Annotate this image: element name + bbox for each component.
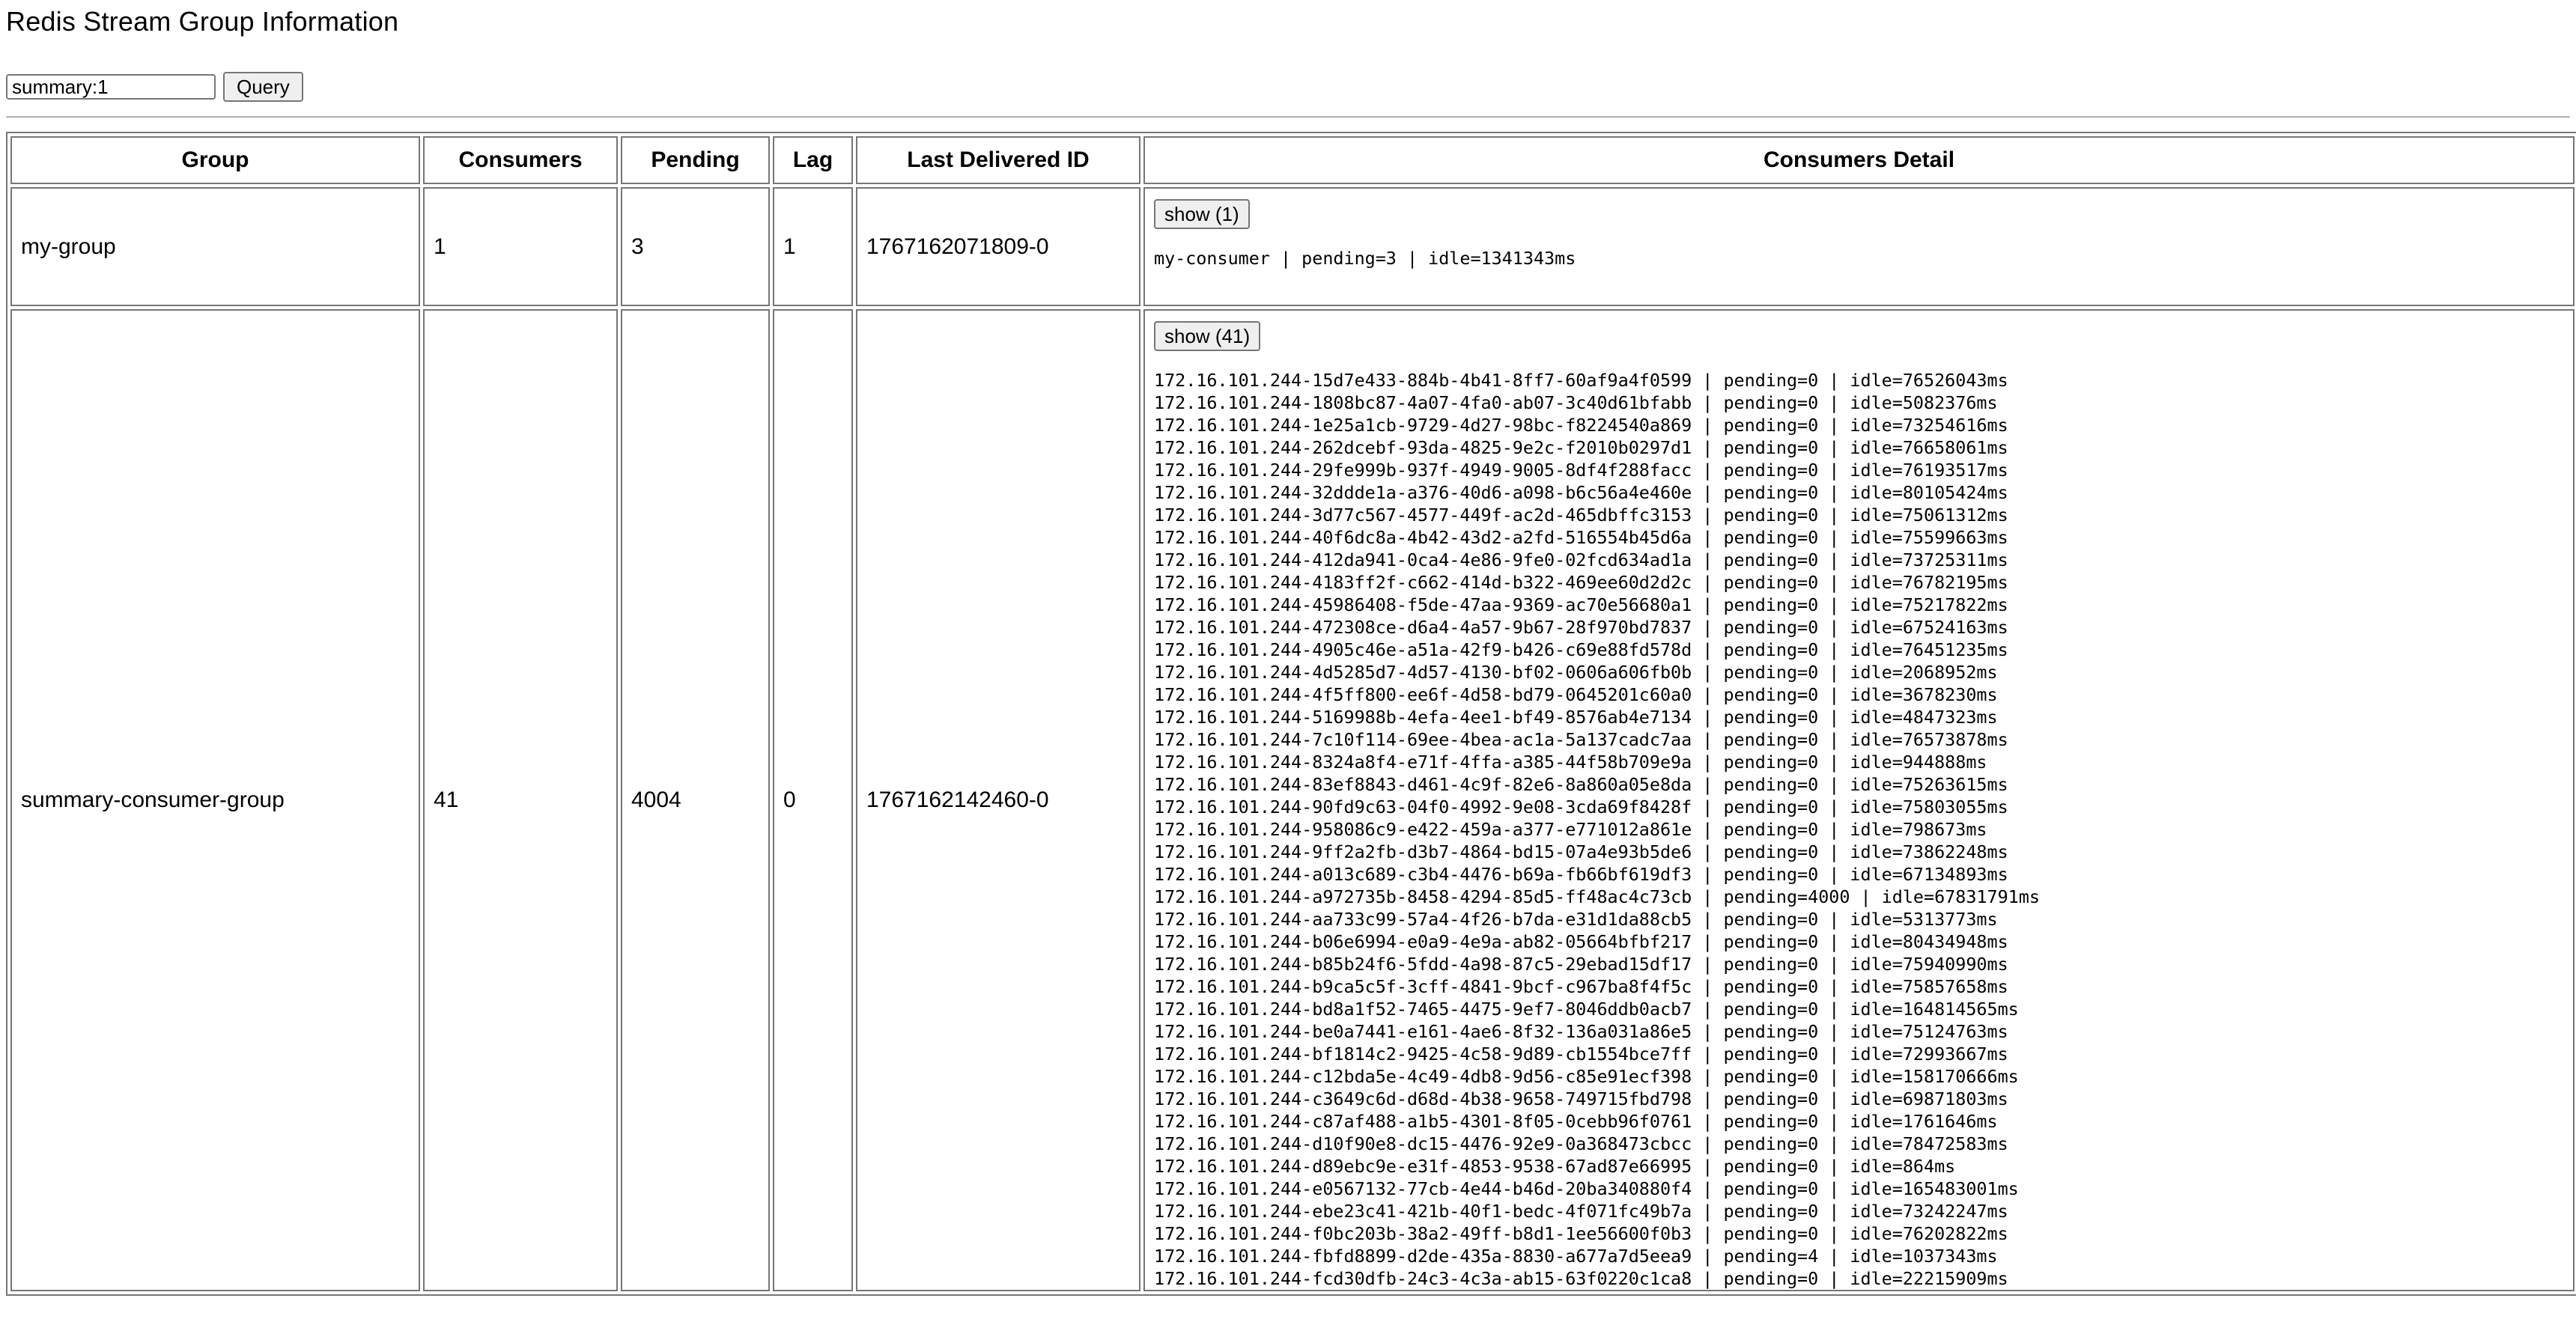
consumer-line: 172.16.101.244-c3649c6d-d68d-4b38-9658-749715fbd798 | pending=0 | idle=69871803ms	[1154, 1088, 2008, 1109]
page-title: Redis Stream Group Information	[6, 6, 399, 37]
consumers-count-cell: 1	[423, 187, 618, 306]
consumer-line: 172.16.101.244-45986408-f5de-47aa-9369-ac70e56680a1 | pending=0 | idle=75217822ms	[1154, 594, 2008, 615]
consumer-line: 172.16.101.244-bd8a1f52-7465-4475-9ef7-8046ddb0acb7 | pending=0 | idle=164814565ms	[1154, 999, 2019, 1020]
divider	[6, 116, 2570, 118]
consumer-line: 172.16.101.244-7c10f114-69ee-4bea-ac1a-5a137cadc7aa | pending=0 | idle=76573878ms	[1154, 729, 2008, 750]
consumer-line: my-consumer | pending=3 | idle=1341343ms	[1154, 248, 1576, 269]
consumer-line: 172.16.101.244-a972735b-8458-4294-85d5-ff48ac4c73cb | pending=4000 | idle=67831791ms	[1154, 886, 2040, 907]
consumer-line: 172.16.101.244-1808bc87-4a07-4fa0-ab07-3c40d61bfabb | pending=0 | idle=5082376ms	[1154, 392, 1998, 413]
consumer-line: 172.16.101.244-8324a8f4-e71f-4ffa-a385-44f58b709e9a | pending=0 | idle=944888ms	[1154, 752, 1987, 773]
consumer-line: 172.16.101.244-4183ff2f-c662-414d-b322-469ee60d2d2c | pending=0 | idle=76782195ms	[1154, 572, 2008, 593]
column-header-consumers: Consumers	[423, 136, 618, 184]
consumer-line: 172.16.101.244-29fe999b-937f-4949-9005-8df4f288facc | pending=0 | idle=76193517ms	[1154, 460, 2008, 481]
consumer-line: 172.16.101.244-b85b24f6-5fdd-4a98-87c5-29ebad15df17 | pending=0 | idle=75940990ms	[1154, 954, 2008, 975]
consumer-line: 172.16.101.244-5169988b-4efa-4ee1-bf49-8576ab4e7134 | pending=0 | idle=4847323ms	[1154, 707, 1998, 728]
consumer-line: 172.16.101.244-c87af488-a1b5-4301-8f05-0cebb96f0761 | pending=0 | idle=1761646ms	[1154, 1111, 1998, 1132]
lag-cell: 0	[773, 309, 853, 1291]
consumer-line: 172.16.101.244-40f6dc8a-4b42-43d2-a2fd-516554b45d6a | pending=0 | idle=75599663ms	[1154, 527, 2008, 548]
query-bar	[6, 72, 303, 102]
consumer-line: 172.16.101.244-412da941-0ca4-4e86-9fe0-02fcd634ad1a | pending=0 | idle=73725311ms	[1154, 549, 2008, 570]
consumer-line: 172.16.101.244-90fd9c63-04f0-4992-9e08-3cda69f8428f | pending=0 | idle=75803055ms	[1154, 796, 2008, 817]
column-header-pending: Pending	[621, 136, 770, 184]
consumer-line: 172.16.101.244-fcd30dfb-24c3-4c3a-ab15-63f0220c1ca8 | pending=0 | idle=22215909ms	[1154, 1268, 2008, 1289]
consumer-line: 172.16.101.244-f0bc203b-38a2-49ff-b8d1-1ee56600f0b3 | pending=0 | idle=76202822ms	[1154, 1223, 2008, 1244]
consumer-line: 172.16.101.244-958086c9-e422-459a-a377-e771012a861e | pending=0 | idle=798673ms	[1154, 819, 1987, 840]
query-input[interactable]	[6, 74, 216, 100]
consumer-line: 172.16.101.244-9ff2a2fb-d3b7-4864-bd15-07a4e93b5de6 | pending=0 | idle=73862248ms	[1154, 841, 2008, 862]
column-header-consumers-detail: Consumers Detail	[1143, 136, 2575, 184]
consumers-detail-cell	[1143, 309, 2575, 1291]
pending-count-cell: 4004	[621, 309, 770, 1291]
column-header-last-delivered-id: Last Delivered ID	[856, 136, 1140, 184]
consumer-line: 172.16.101.244-1e25a1cb-9729-4d27-98bc-f8224540a869 | pending=0 | idle=73254616ms	[1154, 415, 2008, 436]
consumer-line: 172.16.101.244-bf1814c2-9425-4c58-9d89-cb1554bce7ff | pending=0 | idle=72993667ms	[1154, 1044, 2008, 1064]
show-consumers-button[interactable]: show (41)	[1154, 321, 1260, 351]
group-name-cell: summary-consumer-group	[10, 309, 420, 1291]
column-header-lag: Lag	[773, 136, 853, 184]
consumer-line: 172.16.101.244-b06e6994-e0a9-4e9a-ab82-05664bfbf217 | pending=0 | idle=80434948ms	[1154, 931, 2008, 952]
consumer-line: 172.16.101.244-4d5285d7-4d57-4130-bf02-0606a606fb0b | pending=0 | idle=2068952ms	[1154, 662, 1998, 683]
consumer-list	[1154, 369, 2564, 1290]
pending-count-cell: 3	[621, 187, 770, 306]
consumers-detail-cell	[1143, 187, 2575, 306]
consumer-line: 172.16.101.244-4f5ff800-ee6f-4d58-bd79-0645201c60a0 | pending=0 | idle=3678230ms	[1154, 684, 1998, 705]
consumer-line: 172.16.101.244-15d7e433-884b-4b41-8ff7-60af9a4f0599 | pending=0 | idle=76526043ms	[1154, 370, 2008, 391]
consumers-count-cell: 41	[423, 309, 618, 1291]
consumer-line: 172.16.101.244-b9ca5c5f-3cff-4841-9bcf-c967ba8f4f5c | pending=0 | idle=75857658ms	[1154, 976, 2008, 997]
consumer-line: 172.16.101.244-ebe23c41-421b-40f1-bedc-4f071fc49b7a | pending=0 | idle=73242247ms	[1154, 1201, 2008, 1222]
consumer-line: 172.16.101.244-472308ce-d6a4-4a57-9b67-28f970bd7837 | pending=0 | idle=67524163ms	[1154, 617, 2008, 638]
query-button[interactable]: Query	[223, 72, 303, 102]
consumer-line: 172.16.101.244-d10f90e8-dc15-4476-92e9-0a368473cbcc | pending=0 | idle=78472583ms	[1154, 1133, 2008, 1154]
consumer-line: 172.16.101.244-d89ebc9e-e31f-4853-9538-67ad87e66995 | pending=0 | idle=864ms	[1154, 1156, 1956, 1177]
last-delivered-id-cell: 1767162071809-0	[856, 187, 1140, 306]
show-consumers-button[interactable]: show (1)	[1154, 199, 1250, 229]
consumer-line: 172.16.101.244-262dcebf-93da-4825-9e2c-f2010b0297d1 | pending=0 | idle=76658061ms	[1154, 437, 2008, 458]
groups-table	[6, 132, 2576, 1296]
consumer-line: 172.16.101.244-e0567132-77cb-4e44-b46d-20ba340880f4 | pending=0 | idle=165483001ms	[1154, 1178, 2019, 1199]
table-row	[10, 309, 2575, 1291]
consumer-line: 172.16.101.244-32ddde1a-a376-40d6-a098-b6c56a4e460e | pending=0 | idle=80105424ms	[1154, 482, 2008, 503]
consumer-list	[1154, 247, 2564, 269]
consumer-line: 172.16.101.244-fbfd8899-d2de-435a-8830-a677a7d5eea9 | pending=4 | idle=1037343ms	[1154, 1246, 1998, 1267]
column-header-group: Group	[10, 136, 420, 184]
consumer-line: 172.16.101.244-a013c689-c3b4-4476-b69a-fb66bf619df3 | pending=0 | idle=67134893ms	[1154, 864, 2008, 885]
table-header-row	[10, 136, 2575, 184]
consumer-line: 172.16.101.244-aa733c99-57a4-4f26-b7da-e31d1da88cb5 | pending=0 | idle=5313773ms	[1154, 909, 1998, 930]
consumer-line: 172.16.101.244-3d77c567-4577-449f-ac2d-465dbffc3153 | pending=0 | idle=75061312ms	[1154, 505, 2008, 526]
consumer-line: 172.16.101.244-be0a7441-e161-4ae6-8f32-136a031a86e5 | pending=0 | idle=75124763ms	[1154, 1021, 2008, 1042]
last-delivered-id-cell: 1767162142460-0	[856, 309, 1140, 1291]
consumer-line: 172.16.101.244-83ef8843-d461-4c9f-82e6-8a860a05e8da | pending=0 | idle=75263615ms	[1154, 774, 2008, 795]
consumer-line: 172.16.101.244-c12bda5e-4c49-4db8-9d56-c85e91ecf398 | pending=0 | idle=158170666ms	[1154, 1066, 2019, 1087]
lag-cell: 1	[773, 187, 853, 306]
group-name-cell: my-group	[10, 187, 420, 306]
consumer-line: 172.16.101.244-4905c46e-a51a-42f9-b426-c69e88fd578d | pending=0 | idle=76451235ms	[1154, 639, 2008, 660]
table-row	[10, 187, 2575, 306]
